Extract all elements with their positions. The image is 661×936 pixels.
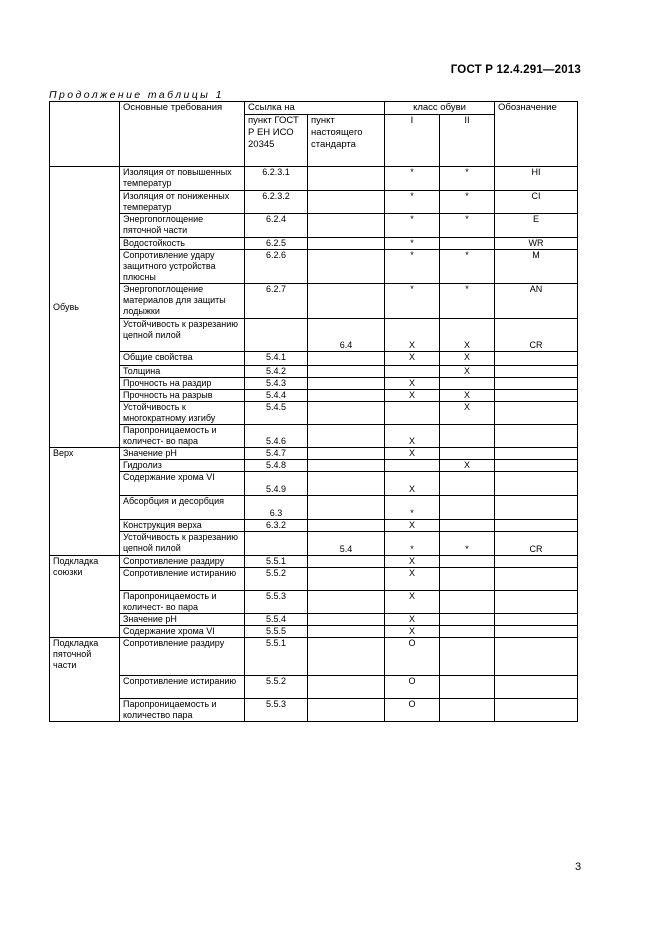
class-2-cell: X [440,319,495,352]
group-header-cell [50,102,120,167]
requirement-cell: Сопротивление удару защитного устройства плюсны [120,250,245,284]
ref-this-cell [308,568,385,591]
class-1-cell: O [385,676,440,699]
class-2-cell: X [440,366,495,378]
ref-this-cell: 5.4 [308,532,385,556]
designation-cell [495,402,578,425]
requirement-cell: Устойчивость к многократному изгибу [120,402,245,425]
ref-en-cell: 6.2.6 [245,250,308,284]
ref-en-cell: 5.5.3 [245,699,308,722]
group-heel-lining: Подкладка пяточной части [50,638,120,722]
header-ref-this: пункт настоящего стандарта [308,115,385,167]
ref-en-cell: 6.3 [245,496,308,520]
ref-this-cell [308,472,385,496]
designation-cell [495,614,578,626]
table-row [50,425,578,448]
class-1-cell: O [385,638,440,676]
designation-cell: M [495,250,578,284]
class-2-cell [440,520,495,532]
requirement-cell: Содержание хрома VI [120,472,245,496]
class-2-cell [440,425,495,448]
table-row [50,472,578,496]
designation-cell [495,472,578,496]
ref-this-cell: 6.4 [308,319,385,352]
group-lining: Подкладка союзки [50,556,120,638]
table-row [50,568,578,591]
header-main-req: Основные требования [120,102,245,167]
table-row [50,638,578,676]
designation-cell [495,460,578,472]
class-2-cell: * [440,214,495,238]
ref-this-cell [308,626,385,638]
designation-cell [495,520,578,532]
designation-cell: WR [495,238,578,250]
class-2-cell: * [440,167,495,191]
class-2-cell [440,638,495,676]
ref-en-cell [245,319,308,352]
ref-en-cell: 6.2.7 [245,284,308,319]
ref-this-cell [308,699,385,722]
class-1-cell [385,460,440,472]
class-2-cell: * [440,532,495,556]
class-1-cell: * [385,167,440,191]
table-row [50,352,578,366]
header-ref: Ссылка на [245,102,385,115]
class-1-cell [385,366,440,378]
ref-en-cell: 5.4.2 [245,366,308,378]
requirement-cell: Толщина [120,366,245,378]
designation-cell [495,378,578,390]
class-1-cell: * [385,238,440,250]
table-row [50,390,578,402]
document-code: ГОСТ Р 12.4.291—2013 [450,64,581,76]
ref-en-cell: 6.2.4 [245,214,308,238]
class-2-cell [440,568,495,591]
designation-cell [495,699,578,722]
class-1-cell: X [385,472,440,496]
class-1-cell: * [385,532,440,556]
ref-en-cell: 6.2.5 [245,238,308,250]
ref-this-cell [308,448,385,460]
requirement-cell: Прочность на раздир [120,378,245,390]
page-number: 3 [575,861,582,873]
requirement-cell: Устойчивость к разрезанию цепной пилой [120,319,245,352]
requirement-cell: Устойчивость к разрезанию цепной пилой [120,532,245,556]
header-class-2: II [440,115,495,167]
ref-this-cell [308,520,385,532]
ref-en-cell: 5.4.5 [245,402,308,425]
ref-this-cell [308,191,385,214]
requirement-cell: Энергопоглощение материалов для защиты лодыжки [120,284,245,319]
requirement-cell: Конструкция верха [120,520,245,532]
class-1-cell: X [385,390,440,402]
designation-cell [495,568,578,591]
designation-cell [495,390,578,402]
designation-cell: HI [495,167,578,191]
table-row [50,378,578,390]
requirement-cell: Сопротивление истиранию [120,568,245,591]
class-2-cell: X [440,460,495,472]
requirement-cell: Сопротивление раздиру [120,556,245,568]
designation-cell [495,366,578,378]
table-row [50,167,578,191]
class-1-cell: X [385,448,440,460]
designation-cell: CI [495,191,578,214]
class-2-cell [440,378,495,390]
ref-en-cell: 5.5.4 [245,614,308,626]
ref-en-cell: 5.4.7 [245,448,308,460]
requirement-cell: Сопротивление истиранию [120,676,245,699]
class-1-cell: X [385,319,440,352]
table-row [50,366,578,378]
designation-cell: AN [495,284,578,319]
header-designation: Обозначение [495,102,578,167]
requirement-cell: Изоляция от пониженных температур [120,191,245,214]
requirement-cell: Сопротивление раздиру [120,638,245,676]
table-row [50,614,578,626]
header-row [50,102,578,115]
ref-this-cell [308,238,385,250]
class-2-cell: X [440,352,495,366]
ref-en-cell [245,532,308,556]
requirement-cell: Изоляция от повышенных температур [120,167,245,191]
ref-en-cell: 5.5.1 [245,556,308,568]
table-row [50,250,578,284]
table-row [50,626,578,638]
ref-this-cell [308,556,385,568]
requirement-cell: Общие свойства [120,352,245,366]
class-1-cell: O [385,699,440,722]
table-row [50,532,578,556]
class-1-cell: X [385,568,440,591]
class-2-cell: * [440,284,495,319]
ref-en-cell: 6.3.2 [245,520,308,532]
requirement-cell: Паропроницаемость и количест- во пара [120,425,245,448]
class-2-cell [440,448,495,460]
requirement-cell: Абсорбция и десорбция [120,496,245,520]
class-1-cell: X [385,556,440,568]
class-1-cell: X [385,626,440,638]
designation-cell [495,448,578,460]
designation-cell [495,556,578,568]
designation-cell [495,626,578,638]
class-2-cell: * [440,250,495,284]
table-row [50,699,578,722]
ref-en-cell: 6.2.3.2 [245,191,308,214]
ref-this-cell [308,352,385,366]
designation-cell [495,352,578,366]
class-2-cell [440,591,495,614]
class-2-cell: X [440,402,495,425]
requirement-cell: Значение pH [120,448,245,460]
class-1-cell: X [385,378,440,390]
class-2-cell [440,699,495,722]
header-ref-en: пункт ГОСТ Р ЕН ИСО 20345 [245,115,308,167]
header-class: класс обуви [385,102,495,115]
designation-cell: CR [495,319,578,352]
ref-this-cell [308,591,385,614]
class-1-cell: X [385,352,440,366]
ref-this-cell [308,638,385,676]
class-1-cell: * [385,496,440,520]
designation-cell: E [495,214,578,238]
ref-en-cell: 5.4.1 [245,352,308,366]
ref-this-cell [308,366,385,378]
ref-this-cell [308,214,385,238]
requirements-table [49,101,578,722]
table-row [50,191,578,214]
ref-en-cell: 5.4.3 [245,378,308,390]
ref-en-cell: 5.4.6 [245,425,308,448]
ref-this-cell [308,676,385,699]
class-1-cell: X [385,425,440,448]
ref-en-cell: 5.5.3 [245,591,308,614]
ref-this-cell [308,614,385,626]
ref-this-cell [308,250,385,284]
ref-this-cell [308,460,385,472]
ref-this-cell [308,402,385,425]
ref-this-cell [308,390,385,402]
designation-cell [495,638,578,676]
ref-en-cell: 5.4.9 [245,472,308,496]
class-1-cell: * [385,191,440,214]
ref-en-cell: 5.5.2 [245,676,308,699]
ref-this-cell [308,167,385,191]
ref-this-cell [308,284,385,319]
ref-en-cell: 6.2.3.1 [245,167,308,191]
class-2-cell [440,626,495,638]
class-2-cell: * [440,191,495,214]
table-row [50,520,578,532]
table-row [50,496,578,520]
class-2-cell [440,496,495,520]
table-row [50,556,578,568]
class-1-cell: * [385,284,440,319]
designation-cell [495,425,578,448]
class-2-cell [440,676,495,699]
class-1-cell: X [385,520,440,532]
class-1-cell: X [385,614,440,626]
table-row [50,238,578,250]
class-2-cell [440,614,495,626]
table-row [50,448,578,460]
table-row [50,460,578,472]
requirement-cell: Паропроницаемость и количест- во пара [120,591,245,614]
requirement-cell: Водостойкость [120,238,245,250]
ref-this-cell [308,425,385,448]
class-1-cell: * [385,214,440,238]
table-row [50,591,578,614]
table-continuation-caption: Продолжение таблицы 1 [49,89,224,101]
class-2-cell [440,238,495,250]
group-footwear: Обувь [50,167,120,448]
header-class-1: I [385,115,440,167]
requirement-cell: Паропроницаемость и количество пара [120,699,245,722]
requirement-cell: Содержание хрома VI [120,626,245,638]
class-2-cell: X [440,390,495,402]
ref-en-cell: 5.5.2 [245,568,308,591]
class-1-cell: X [385,591,440,614]
table-row [50,402,578,425]
designation-cell [495,676,578,699]
table-row [50,284,578,319]
table-row [50,676,578,699]
ref-this-cell [308,496,385,520]
requirement-cell: Гидролиз [120,460,245,472]
ref-en-cell: 5.4.8 [245,460,308,472]
class-1-cell [385,402,440,425]
designation-cell: CR [495,532,578,556]
ref-en-cell: 5.5.5 [245,626,308,638]
requirement-cell: Энергопоглощение пяточной части [120,214,245,238]
ref-en-cell: 5.5.1 [245,638,308,676]
ref-this-cell [308,378,385,390]
class-2-cell [440,472,495,496]
class-1-cell: * [385,250,440,284]
ref-en-cell: 5.4.4 [245,390,308,402]
requirement-cell: Прочность на разрыв [120,390,245,402]
designation-cell [495,496,578,520]
table-row [50,214,578,238]
group-upper: Верх [50,448,120,556]
requirement-cell: Значение pH [120,614,245,626]
class-2-cell [440,556,495,568]
table-row [50,319,578,352]
designation-cell [495,591,578,614]
